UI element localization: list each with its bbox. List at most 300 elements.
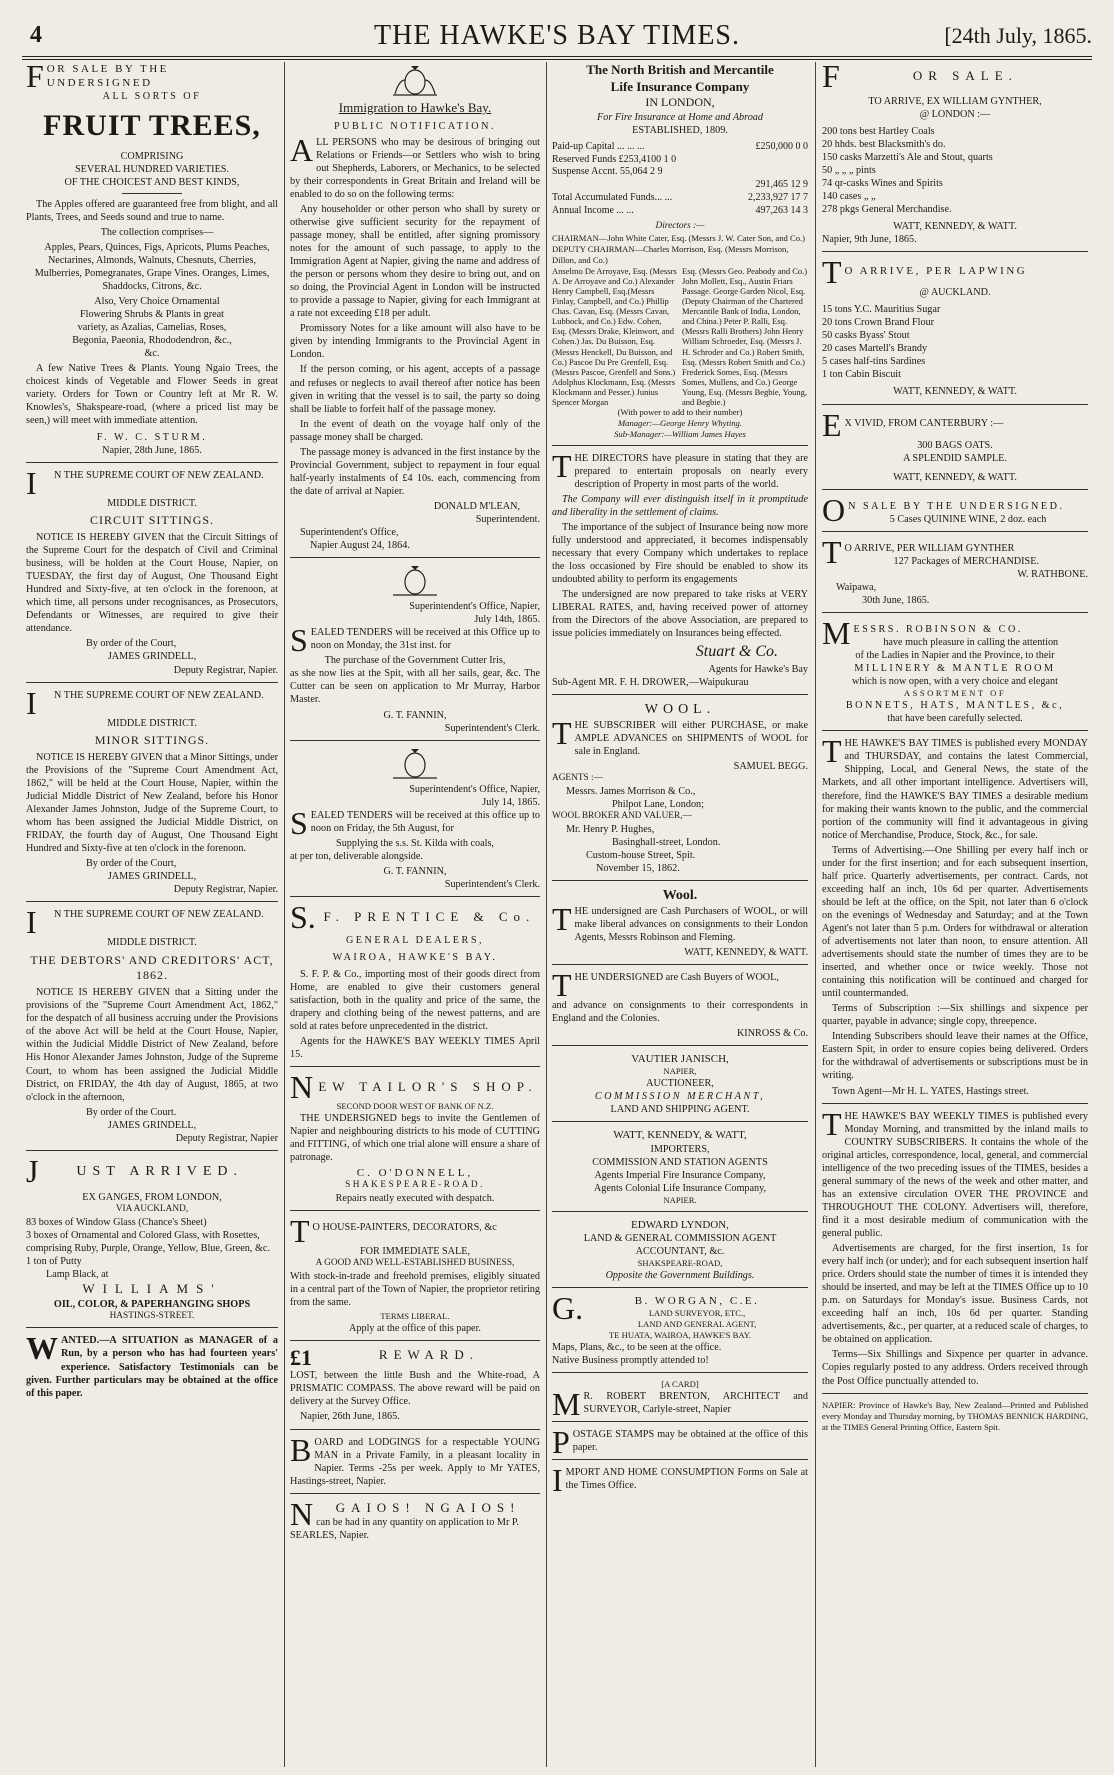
notice-signature: G. T. FANNIN, bbox=[383, 865, 447, 877]
ad-separator bbox=[552, 1287, 808, 1288]
ad-separator bbox=[552, 1121, 808, 1122]
ad-line: 300 BAGS OATS. bbox=[917, 439, 993, 451]
notice-body: Promissory Notes for a like amount will also have to be given by intending Immigrants to the Provincial Agent in London. bbox=[290, 323, 540, 361]
card-line: AUCTIONEER, bbox=[646, 1078, 714, 1090]
tender-notice-cutter bbox=[290, 600, 540, 734]
ad-signature-title: Agents for Hawke's Bay bbox=[708, 663, 808, 675]
wool-wkw-ad bbox=[552, 887, 808, 959]
ad-subhead: GENERAL DEALERS, bbox=[345, 934, 485, 946]
prentice-ad bbox=[290, 898, 540, 1061]
notice-body: LL PERSONS who may be desirous of bringing out Relations or Friends—or Settlers who wish to bring out Shepherds, Laborers, or Mechanics, to be selected by their correspondents in Great Britain and Ireland will be enabled to do so on the following terms: bbox=[290, 136, 540, 200]
ad-separator bbox=[552, 964, 808, 965]
ad-body: HE DIRECTORS have pleasure in stating that they are prepared to entertain proposals on nearly every description of Property in most parts of the world. bbox=[574, 452, 808, 490]
directors-left: Anselmo De Arroyave, Esq. (Messrs A. De Arroyave and Co.) Alexander Henry Campbell, Esq.(Messrs Finlay, Campbell, and Co.) Phillip Chas. Cavan, Esq. (Messrs Cavan, Lubbock, and Co.) Edw. Cohen, Esq. (Messrs Drake, Kleinwort, and Cohen.) Jas. Du Buisson, Esq. (Messrs Henckell, Du Buisson, and Co.) Pascoe Du Pre Grenfell, Esq. (Messrs Pascoe, Grenfell and Sons.) Adolphus Klockmann, Esq. (Messrs Klockmann and Pesser.) Junius Spencer Morgan bbox=[552, 266, 677, 407]
court-debtors-notice bbox=[26, 904, 278, 1144]
goods-item: 5 cases half-tins Sardines bbox=[822, 356, 926, 368]
notice-body: HE HAWKE'S BAY WEEKLY TIMES is published every Monday Morning, and transmitted by the inland mails to COUNTRY SUBSCRIBERS. It contains the whole of the original articles, correspondence, local, general, and commercial intelligence of the two preceding issues of the TIMES, besides a general summary of the news of the week and other matter, and has an extensive circulation OVER THE PROVINCE and THROUGHOUT THE COLONY. Advertisers will, therefore, find it a most desirable medium of communication with the general public. bbox=[822, 1110, 1088, 1239]
ad-body: can be had in any quantity on application to Mr P. SEARLES, Napier. bbox=[290, 1517, 519, 1542]
ad-signature: F. W. C. STURM. bbox=[96, 431, 208, 443]
ad-line: ASSORTMENT OF bbox=[903, 688, 1007, 699]
ad-separator bbox=[26, 462, 278, 463]
notice-subhead: MIDDLE DISTRICT. bbox=[107, 937, 197, 949]
ad-subhead: OIL, COLOR, & PAPERHANGING SHOPS bbox=[53, 1298, 251, 1310]
card-line: LAND SURVEYOR, ETC., bbox=[648, 1307, 746, 1318]
ad-line: 127 Packages of MERCHANDISE. bbox=[893, 555, 1039, 567]
ad-subhead: For Fire Insurance at Home and Abroad bbox=[597, 111, 763, 123]
notice-body: Supplying the s.s. St. Kilda with coals, bbox=[336, 837, 494, 849]
janisch-card bbox=[552, 1052, 808, 1116]
notice-office: Superintendent's Office, Napier, bbox=[409, 601, 540, 613]
notice-order: By order of the Court, bbox=[86, 858, 177, 870]
financials-amount: £250,000 0 0 bbox=[755, 140, 808, 152]
ad-body: HE undersigned are Cash Purchasers of WOOL, or will make liberal advances on consignments to their London Agents, Messrs Robinson and Fleming. bbox=[574, 905, 808, 943]
ad-separator bbox=[290, 557, 540, 558]
directors-heading: Directors :— bbox=[655, 221, 705, 232]
fruit-trees-ad bbox=[26, 62, 278, 457]
notice-title: THE DEBTORS' AND CREDITORS' ACT, 1862. bbox=[30, 952, 274, 982]
drop-cap: F bbox=[26, 62, 44, 94]
for-sale-ad bbox=[822, 62, 1088, 246]
ad-signature: W. RATHBONE. bbox=[1017, 568, 1088, 580]
card-line: Maps, Plans, &c., to be seen at the office. bbox=[552, 1341, 722, 1353]
notice-title: Immigration to Hawke's Bay. bbox=[338, 100, 492, 115]
ad-line: 83 boxes of Window Glass (Chance's Sheet) bbox=[26, 1216, 207, 1228]
card-line: LAND AND GENERAL AGENT, bbox=[637, 1318, 757, 1329]
notice-body: The purchase of the Government Cutter Iris, bbox=[324, 655, 506, 667]
ad-separator bbox=[290, 740, 540, 741]
notice-office: Deputy Registrar, Napier bbox=[175, 1132, 278, 1144]
ad-body: OARD and LODGINGS for a respectable YOUNG MAN in a Private Family, in a pleasant locality in Napier. Terms -25s per week. Apply to Mr YATES, Hastings-street, Napier. bbox=[290, 1436, 540, 1487]
ad-note: Repairs neatly executed with despatch. bbox=[335, 1193, 495, 1205]
brenton-card bbox=[552, 1379, 808, 1423]
notice-body: Advertisements are charged, for the first insertion, 1s for every half inch (or under); and for each subsequent insertion half price. Orders should state the number of times it is intended they should be inserted, and may be left at the TIMES Office up to 10 p.m. on Saturdays for Monday's issue. Business Cards, not exceeding half an inch, 10s 6d per quarter. Standing advertisements, &c., per quarter, at a reduced scale of charges, to be obtained on application. bbox=[822, 1243, 1088, 1346]
column-divider bbox=[546, 62, 547, 1767]
card-line: SHAKSPEARE-ROAD, bbox=[637, 1257, 723, 1268]
card-line: ACCOUNTANT, &c. bbox=[635, 1245, 725, 1257]
notice-body: NOTICE IS HEREBY GIVEN that a Sitting under the provisions of the "Supreme Court Amendment Act, 1862," for the despatch of all business accruing under the Provisions of the above Act will be held at the Court House, Napier, within the Judicial Middle District of New Zealand, before His Honor Alexander James Johnston, Judge of the Supreme Court, to whom has been assigned the Judicial Middle District, on FRIDAY, the 4th day of August, 1865, at two o'clock in the afternoon, bbox=[26, 987, 278, 1103]
ad-subhead: SEVERAL HUNDRED VARIETIES. bbox=[74, 163, 230, 175]
submanager-line: Sub-Manager:—William James Hayes bbox=[614, 428, 746, 439]
notice-office: Deputy Registrar, Napier. bbox=[173, 664, 278, 676]
ad-separator bbox=[26, 1327, 278, 1328]
financials-row bbox=[552, 205, 808, 218]
ad-body: HE UNDERSIGNED are Cash Buyers of WOOL, bbox=[574, 972, 779, 984]
ad-subhead: @ AUCKLAND. bbox=[919, 287, 991, 299]
agents-heading: AGENTS :— bbox=[552, 772, 603, 783]
notice-order: By order of the Court. bbox=[86, 1106, 177, 1118]
drop-cap: T bbox=[822, 254, 842, 291]
ad-body: The Apples offered are guaranteed free from blight, and all Plants, Trees, and Seeds sound and true to name. bbox=[26, 198, 278, 223]
coat-of-arms-icon bbox=[389, 64, 441, 98]
lyndon-card bbox=[552, 1218, 808, 1282]
robinson-ad bbox=[822, 614, 1088, 725]
drop-cap: T bbox=[552, 714, 572, 751]
drop-cap: S bbox=[290, 804, 308, 841]
financials-row bbox=[552, 166, 808, 179]
painters-ad bbox=[290, 1213, 540, 1335]
vivid-ad bbox=[822, 406, 1088, 484]
wanted-ad bbox=[26, 1330, 278, 1399]
notice-signature: JAMES GRINDELL, bbox=[107, 651, 197, 663]
agent-line: Mr. Henry P. Hughes, bbox=[566, 823, 655, 835]
drop-cap: W bbox=[26, 1330, 58, 1367]
ad-subhead: ESTABLISHED, 1809. bbox=[632, 124, 728, 136]
ad-title: GAIOS! NGAIOS! bbox=[335, 1499, 521, 1515]
ad-title: FRUIT TREES, bbox=[43, 109, 261, 143]
ad-subhead: IN LONDON, bbox=[645, 95, 715, 110]
goods-item: 278 pkgs General Merchandise. bbox=[822, 204, 952, 215]
wool-begg-ad bbox=[552, 701, 808, 875]
goods-item: 200 tons best Hartley Coals bbox=[822, 125, 935, 137]
card-line: Opposite the Government Buildings. bbox=[605, 1269, 755, 1281]
ad-separator bbox=[822, 531, 1088, 532]
ad-separator bbox=[552, 1045, 808, 1046]
ad-title: ESSRS. ROBINSON & CO. bbox=[853, 623, 1023, 635]
ad-body: Also, Very Choice Ornamental Flowering Shrubs & Plants in great variety, as Azalias, Camelias, Roses, Begonia, Paeonia, Rhododendron, &c., &c. bbox=[72, 296, 232, 360]
masthead bbox=[22, 20, 1092, 50]
ad-separator bbox=[290, 1066, 540, 1067]
court-minor-notice bbox=[26, 684, 278, 897]
ad-body: S. F. P. & Co., importing most of their goods direct from Home, are enabled to give their customers general satisfaction, both in the quality and price of the same, the drapery and clothing being of the newest patterns, and are sold at rates before unprecedented in the district. bbox=[290, 968, 540, 1032]
masthead-rule bbox=[22, 56, 1092, 60]
rathbone-ad bbox=[822, 533, 1088, 607]
drop-cap: M bbox=[552, 1386, 581, 1423]
issue-date: [24th July, 1865. bbox=[944, 23, 1092, 48]
drop-cap: N bbox=[290, 1069, 314, 1106]
card-body: R. ROBERT BRENTON, ARCHITECT and SURVEYOR, Carlyle-street, Napier bbox=[583, 1391, 808, 1416]
column-3 bbox=[552, 62, 808, 1770]
notice-subhead: MIDDLE DISTRICT. bbox=[107, 717, 197, 729]
financials-label: Annual Income ... ... bbox=[552, 204, 634, 216]
column-2 bbox=[290, 62, 540, 1770]
ad-body: The importance of the subject of Insurance being now more fully understood and appreciated, it becomes indispensably necessary that every Company which undertakes to replace the loss occasioned by Fire should be enabled to show its undoubted ability to perform its engagements bbox=[552, 521, 808, 586]
agent-line: Custom-house Street, Spit. bbox=[586, 849, 696, 861]
card-line: NAPIER, bbox=[663, 1066, 697, 1077]
notice-signature: JAMES GRINDELL, bbox=[107, 1119, 197, 1131]
ad-line: which is now open, with a very choice and elegant bbox=[852, 676, 1058, 688]
card-name: B. WORGAN, C.E. bbox=[634, 1294, 760, 1307]
ad-separator bbox=[290, 1340, 540, 1341]
financials-label: Suspense Accnt. 55,064 2 9 bbox=[552, 166, 663, 178]
notice-body: EALED TENDERS will be received at this Office up to noon on Monday, the 31st inst. for bbox=[310, 627, 540, 652]
ad-separator bbox=[822, 612, 1088, 613]
ad-body: OSTAGE STAMPS may be obtained at the office of this paper. bbox=[572, 1429, 808, 1454]
card-line: Native Business promptly attended to! bbox=[552, 1355, 709, 1367]
drop-cap: A bbox=[290, 131, 314, 168]
times-terms-notice bbox=[822, 733, 1088, 1097]
card-line: IMPORTERS, bbox=[650, 1143, 710, 1155]
goods-item: 140 cases „ „ bbox=[822, 190, 876, 202]
drop-cap: O bbox=[822, 491, 846, 528]
ad-separator bbox=[290, 1429, 540, 1430]
ad-line: that have been carefully selected. bbox=[887, 713, 1023, 725]
ad-date: Napier, 26th June, 1865. bbox=[300, 1411, 400, 1423]
drop-cap: S bbox=[290, 622, 308, 659]
ad-title: UST ARRIVED. bbox=[76, 1163, 244, 1179]
just-arrived-ad bbox=[26, 1152, 278, 1323]
goods-list bbox=[822, 125, 1088, 216]
import-forms-ad bbox=[552, 1462, 808, 1499]
drop-cap: T bbox=[552, 967, 572, 1004]
ad-subhead: TO ARRIVE, EX WILLIAM GYNTHER, bbox=[868, 95, 1042, 107]
ad-date: November 15, 1862. bbox=[596, 862, 680, 874]
notice-signature-title: Superintendent's Clerk. bbox=[444, 878, 540, 890]
goods-list bbox=[822, 303, 1088, 381]
ad-separator bbox=[290, 1493, 540, 1494]
ad-date: 30th June, 1865. bbox=[862, 594, 930, 606]
card-line: COMMISSION MERCHANT, bbox=[594, 1091, 766, 1103]
drop-cap: I bbox=[26, 464, 37, 501]
ad-title: WOOL. bbox=[644, 701, 716, 717]
ad-signature: Stuart & Co. bbox=[695, 643, 778, 661]
ad-separator bbox=[290, 896, 540, 897]
goods-item: 20 cases Martell's Brandy bbox=[822, 343, 928, 355]
notice-body: Terms of Advertising.—One Shilling per every half inch or under for the first insertion; and for each subsequent insertion, half price. Quarterly advertisements, per contract. Cards, not exceeding half an inch, 10s 6d per quarter. Advertisements should be left at the office, on the Spit, not later than 6 o'clock on the evenings of Wednesday and Saturday; and at the Town Agent's not later than 5 p.m. Orders for withdrawal or alteration of advertisements not later than noon, to ensure attention. All advertisements should state the number of times they are to be inserted, and whether once or twice weekly. Those not containing this notification will be continued and charged for until countermanded. bbox=[822, 844, 1088, 1000]
ad-subhead: ALL SORTS OF bbox=[102, 91, 202, 103]
ad-address: SHAKESPEARE-ROAD. bbox=[345, 1180, 485, 1191]
drop-cap: M bbox=[822, 614, 851, 651]
column-divider bbox=[815, 62, 816, 1767]
notice-office: Superintendent's Office, Napier, bbox=[409, 783, 540, 795]
ad-title: O HOUSE-PAINTERS, DECORATORS, &c bbox=[312, 1222, 497, 1234]
board-lodging-ad bbox=[290, 1431, 540, 1488]
financials-table bbox=[552, 141, 808, 218]
drop-cap: E bbox=[822, 406, 842, 443]
drop-cap: I bbox=[26, 684, 37, 721]
agent-line: Basinghall-street, London. bbox=[612, 836, 721, 848]
drop-cap: B bbox=[290, 1431, 312, 1468]
notice-signature: DONALD M'LEAN, bbox=[433, 500, 520, 512]
coat-of-arms-icon bbox=[389, 747, 441, 781]
ad-note: Apply at the office of this paper. bbox=[349, 1323, 481, 1335]
directors-deputy: DEPUTY CHAIRMAN—Charles Morrison, Esq. (Messrs Morrison, Dillon, and Co.) bbox=[552, 244, 789, 266]
ad-body: The undersigned are now prepared to take risks at VERY LIBERAL RATES, and, having received power of attorney from the Directors of the above Association, are prepared to issue policies immediately on Insurances being effected. bbox=[552, 589, 808, 640]
card-label: [A CARD] bbox=[661, 1379, 699, 1390]
postage-ad bbox=[552, 1424, 808, 1461]
notice-body: Terms—Six Shillings and Sixpence per quarter in advance. Copies regularly posted to any address. Orders received through the Post Office punctually attended to. bbox=[822, 1349, 1088, 1387]
ad-body: The Company will ever distinguish itself in it promptitude and liberality in the settlement of claims. bbox=[552, 493, 808, 518]
ad-separator bbox=[552, 1372, 808, 1373]
ad-separator bbox=[26, 901, 278, 902]
financials-label: Reserved Funds £253,4100 1 0 bbox=[552, 153, 677, 165]
notice-heading: N THE SUPREME COURT OF NEW ZEALAND. bbox=[54, 469, 264, 481]
ad-intro: OR SALE BY THE UNDERSIGNED bbox=[46, 63, 169, 90]
notice-body: at per ton, deliverable alongside. bbox=[290, 850, 423, 862]
card-name: WATT, KENNEDY, & WATT, bbox=[613, 1129, 747, 1142]
drop-cap: T bbox=[290, 1213, 310, 1250]
ad-date: Napier, 28th June, 1865. bbox=[102, 444, 202, 456]
agent-line: WOOL BROKER AND VALUER,— bbox=[552, 810, 692, 821]
ad-date: Napier, 9th June, 1865. bbox=[822, 234, 917, 246]
ad-line: have much pleasure in calling the attention bbox=[883, 637, 1059, 649]
tender-notice-coals bbox=[290, 783, 540, 891]
ad-signature: KINROSS & Co. bbox=[736, 1028, 808, 1040]
card-line: NAPIER. bbox=[663, 1194, 697, 1205]
notice-body: Town Agent—Mr H. L. YATES, Hastings street. bbox=[832, 1085, 1029, 1097]
printer-imprint: NAPIER: Province of Hawke's Bay, New Zealand—Printed and Published every Monday and Thursday morning, by THOMAS BENNICK HARDING, at the TIMES General Printing Office, Eastern Spit. bbox=[822, 1399, 1088, 1432]
notice-body: In the event of death on the voyage half only of the passage money shall be charged. bbox=[290, 418, 540, 443]
notice-body: Intending Subscribers should leave their names at the Office, Eastern Spit, in order to ensure copies being delivered. Orders for the withdrawal of advertisements or subscriptions must be in writing. bbox=[822, 1031, 1088, 1082]
ad-body: HE SUBSCRIBER will either PURCHASE, or make AMPLE ADVANCES on SHIPMENTS of WOOL for sale in England. bbox=[574, 719, 808, 757]
ad-separator bbox=[290, 1210, 540, 1211]
goods-item: 50 casks Byass' Stout bbox=[822, 330, 910, 342]
page-number: 4 bbox=[30, 22, 42, 48]
drop-cap: T bbox=[822, 733, 842, 770]
notice-body: EALED TENDERS will be received at this office up to noon on Friday, the 5th August, for bbox=[310, 809, 540, 834]
ad-title: WILLIAMS' bbox=[82, 1280, 222, 1296]
wkw-card bbox=[552, 1128, 808, 1205]
goods-item: 50 „ „ „ pints bbox=[822, 164, 876, 176]
ad-separator bbox=[552, 880, 808, 881]
ad-body: and advance on consignments to their correspondents in England and the Colonies. bbox=[552, 1000, 808, 1025]
ad-body: MPORT AND HOME CONSUMPTION Forms on Sale at the Times Office. bbox=[565, 1467, 808, 1492]
ad-separator bbox=[822, 730, 1088, 731]
notice-body: The passage money is advanced in the first instance by the Provincial Government, subject to repayment in four equal half-yearly instalments of £4 10s. each, commencing from the date of arrival at Napier. bbox=[290, 446, 540, 497]
reward-ad bbox=[290, 1347, 540, 1423]
ad-note: TERMS LIBERAL. bbox=[380, 1311, 450, 1322]
financials-row bbox=[552, 179, 808, 192]
financials-row bbox=[552, 154, 808, 167]
notice-subhead: MIDDLE DISTRICT. bbox=[107, 497, 197, 509]
immigration-notice bbox=[290, 100, 540, 552]
card-line: COMMISSION AND STATION AGENTS bbox=[592, 1156, 768, 1168]
notice-date: July 14, 1865. bbox=[482, 796, 540, 808]
card-name: EDWARD LYNDON, bbox=[631, 1218, 729, 1231]
ad-line: MILLINERY & MANTLE ROOM bbox=[854, 663, 1056, 675]
financials-amount: 291,465 12 9 bbox=[755, 179, 808, 191]
ad-line: of the Ladies in Napier and the Province, to their bbox=[855, 650, 1055, 662]
ad-title: N SALE BY THE UNDERSIGNED. bbox=[848, 500, 1065, 512]
ad-title: OR SALE. bbox=[912, 68, 1018, 83]
ad-signature: WATT, KENNEDY, & WATT. bbox=[893, 386, 1017, 398]
drop-cap: P bbox=[552, 1424, 570, 1461]
column-divider bbox=[284, 62, 285, 1767]
ad-body: Agents for the HAWKE'S BAY WEEKLY TIMES April 15. bbox=[290, 1035, 540, 1060]
weekly-times-notice bbox=[822, 1105, 1088, 1388]
notice-signature-title: Superintendent's Clerk. bbox=[444, 722, 540, 734]
ad-separator bbox=[26, 682, 278, 683]
ad-subhead: OF THE CHOICEST AND BEST KINDS, bbox=[64, 176, 240, 188]
goods-item: 150 casks Marzetti's Ale and Stout, quarts bbox=[822, 151, 993, 163]
column-1 bbox=[26, 62, 278, 1770]
ad-title: F. PRENTICE & Co. bbox=[323, 908, 536, 924]
card-line: Agents Colonial Life Insurance Company, bbox=[593, 1182, 767, 1194]
ad-signature: WATT, KENNEDY, & WATT. bbox=[893, 221, 1017, 233]
notice-signature: JAMES GRINDELL, bbox=[107, 871, 197, 883]
ad-title: REWARD. bbox=[378, 1347, 480, 1363]
ad-body: Apples, Pears, Quinces, Figs, Apricots, Plums Peaches, Nectarines, Almonds, Walnuts, Chesnuts, Cherries, Mulberries, Pomegranates, Grape Vines. Oranges, Limes, Shaddocks, Citrons, &c. bbox=[34, 241, 270, 293]
ad-line: 5 Cases QUININE WINE, 2 doz. each bbox=[889, 513, 1047, 525]
drop-cap: T bbox=[552, 447, 572, 484]
drop-cap: J bbox=[26, 1152, 39, 1189]
drop-cap: I bbox=[26, 904, 37, 941]
ad-body: ANTED.—A SITUATION as MANAGER of a Run, by a person who has had fourteen years' experience. Satisfactory Testimonials can be given. Further particulars may be obtained at the office of this paper. bbox=[26, 1335, 278, 1399]
drop-cap: F bbox=[822, 62, 840, 94]
ad-subhead: WAIROA, HAWKE'S BAY. bbox=[332, 951, 498, 963]
worgan-card bbox=[552, 1289, 808, 1367]
card-line: LAND AND SHIPPING AGENT. bbox=[610, 1104, 750, 1116]
financials-row bbox=[552, 192, 808, 205]
notice-body: HE HAWKE'S BAY TIMES is published every MONDAY and THURSDAY, and contains the latest Commercial, Shipping, Local, and General News, the state of the Markets, and all other important intelligence. Advertisers will, therefore, find the HAWKE'S BAY TIMES a desirable medium for making their wants known to the public, and the commercial portion of the community will find it advantageous in giving notice of Merchandise, Produce, Stock, &c., for sale. bbox=[822, 738, 1088, 841]
ad-separator bbox=[552, 1459, 808, 1460]
drop-cap: T bbox=[822, 533, 842, 570]
notice-title: CIRCUIT SITTINGS. bbox=[89, 512, 215, 527]
drop-cap: G. bbox=[552, 1289, 584, 1326]
ad-line: 3 boxes of Ornamental and Colored Glass, with Rosettes, comprising Ruby, Purple, Orange, Yellow, Blue, Green, &c. bbox=[26, 1229, 270, 1254]
drop-cap: S. bbox=[290, 898, 316, 935]
column-4 bbox=[822, 62, 1088, 1770]
goods-item: 1 ton Cabin Biscuit bbox=[822, 369, 901, 381]
goods-item: 15 tons Y.C. Mauritius Sugar bbox=[822, 304, 941, 316]
drop-cap: N bbox=[290, 1495, 314, 1532]
ad-address: HASTINGS-STREET. bbox=[109, 1310, 195, 1321]
ad-subagent: Sub-Agent MR. F. H. DROWER,—Waipukurau bbox=[552, 676, 749, 688]
ad-title: O ARRIVE, PER WILLIAM GYNTHER bbox=[844, 542, 1015, 554]
ad-separator bbox=[822, 1103, 1088, 1104]
manager-line: Manager:—George Henry Whyting. bbox=[617, 417, 743, 428]
notice-title: MINOR SITTINGS. bbox=[94, 732, 210, 747]
ad-subhead: FOR IMMEDIATE SALE, bbox=[359, 1246, 471, 1258]
ad-title: EW TAILOR'S SHOP. bbox=[318, 1079, 538, 1095]
ad-title: The North British and Mercantile bbox=[586, 62, 774, 77]
ad-separator bbox=[552, 1211, 808, 1212]
directors-chairman: CHAIRMAN—John White Cater, Esq. (Messrs J. W. Cater Son, and Co.) bbox=[552, 233, 805, 244]
ad-separator bbox=[552, 694, 808, 695]
ad-subhead: SECOND DOOR WEST OF BANK OF N.Z. bbox=[336, 1101, 494, 1112]
agent-line: Philpot Lane, London; bbox=[612, 798, 704, 810]
notice-body: Terms of Subscription :—Six shillings and sixpence per quarter, payable in advance; single copy, threepence. bbox=[822, 1003, 1088, 1028]
card-line: LAND & GENERAL COMMISSION AGENT bbox=[583, 1232, 777, 1244]
notice-date: July 14th, 1865. bbox=[474, 614, 540, 626]
ad-body: A few Native Trees & Plants. Young Ngaio Trees, the choicest kinds of Vegetable and Flower Seeds in great variety. Orders for Town or Country left at Mr R. W. Knowles's, Shakspeare-road, (where a priced list may be seen,) will meet with immediate attention. bbox=[26, 363, 278, 427]
quinine-ad bbox=[822, 491, 1088, 528]
ad-subhead: VIA AUCKLAND, bbox=[115, 1203, 189, 1214]
ad-title: Wool. bbox=[662, 887, 698, 903]
reward-amount: £1 bbox=[290, 1345, 312, 1371]
ad-body: With stock-in-trade and freehold premises, eligibly situated in a central part of the Town of Napier, the proprietor retiring from the same. bbox=[290, 1271, 540, 1309]
lapwing-ad bbox=[822, 254, 1088, 398]
ngaios-ad bbox=[290, 1495, 540, 1543]
short-rule bbox=[552, 445, 808, 446]
coat-of-arms-icon bbox=[389, 564, 441, 598]
notice-signature-title: Superintendent. bbox=[475, 513, 540, 525]
drop-cap: T bbox=[552, 900, 572, 937]
notice-office: Deputy Registrar, Napier. bbox=[173, 884, 278, 896]
ad-line: 1 ton of Putty bbox=[26, 1255, 82, 1267]
drop-cap: T bbox=[822, 1105, 842, 1142]
ad-separator bbox=[822, 404, 1088, 405]
ad-signature: WATT, KENNEDY, & WATT. bbox=[684, 947, 808, 959]
newspaper-title: THE HAWKE'S BAY TIMES. bbox=[374, 20, 740, 51]
ad-separator bbox=[26, 1150, 278, 1151]
notice-heading: N THE SUPREME COURT OF NEW ZEALAND. bbox=[54, 689, 264, 701]
notice-subhead: PUBLIC NOTIFICATION. bbox=[333, 120, 497, 132]
notice-body: NOTICE IS HEREBY GIVEN that a Minor Sittings, under the Provisions of the "Supreme Court Amendment Act, 1862," will be held at the Court House, Napier, within the Judicial Middle District of New Zealand, before his Honor Alexander James Johnston, Judge of the Supreme Court, to whom has been assigned the Judicial Middle District, on FRIDAY, the fourth day of August, One Thousand Eight Hundred and Sixty-five at ten o'clock in the forenoon. bbox=[26, 751, 278, 855]
directors-right: Esq. (Messrs Geo. Peabody and Co.) John Mollett, Esq., Austin Friars Passage. George Garden Nicol, Esq. (Deputy Chairman of the Chartered Mercantile Bank of India, London, and China.) Peter P. Ralli, Esq. (Messrs Ralli Brothers) John Henry William Schroeder, Esq. (Messrs J. H. Schroder and Co.) Robert Smith, Esq. (Messrs Robert Smith and Co.) Frederick Somes, Esq. (Messrs Somes, Mullens, and Co.) George Young, Esq. (Messrs Begbie, Young, and Begbie.) bbox=[682, 266, 808, 407]
ad-subhead: @ LONDON :— bbox=[919, 108, 991, 120]
drop-cap: I bbox=[552, 1462, 563, 1499]
goods-item: 20 tons Crown Brand Flour bbox=[822, 317, 935, 329]
financials-amount: 2,233,927 17 7 bbox=[748, 191, 808, 203]
notice-order: By order of the Court, bbox=[86, 638, 177, 650]
court-circuit-notice bbox=[26, 464, 278, 677]
ad-body: THE UNDERSIGNED begs to invite the Gentlemen of Napier and neighbouring districts to his mode of CUTTING and FITTING, of which one trial alone will ensure a share of patronage. bbox=[290, 1113, 540, 1164]
ad-body: LOST, between the little Bush and the White-road, A PRISMATIC COMPASS. The above reward will be paid on delivery at the Survey Office. bbox=[290, 1370, 540, 1408]
financials-label: Total Accumulated Funds... ... bbox=[552, 191, 673, 203]
notice-body: as she now lies at the Spit, with all her sails, gear, &c. The Cutter can be seen on application to Mr Murray, Harbor Master. bbox=[290, 668, 540, 706]
notice-date: Napier August 24, 1864. bbox=[310, 540, 410, 552]
goods-item: 74 qr-casks Wines and Spirits bbox=[822, 177, 943, 189]
